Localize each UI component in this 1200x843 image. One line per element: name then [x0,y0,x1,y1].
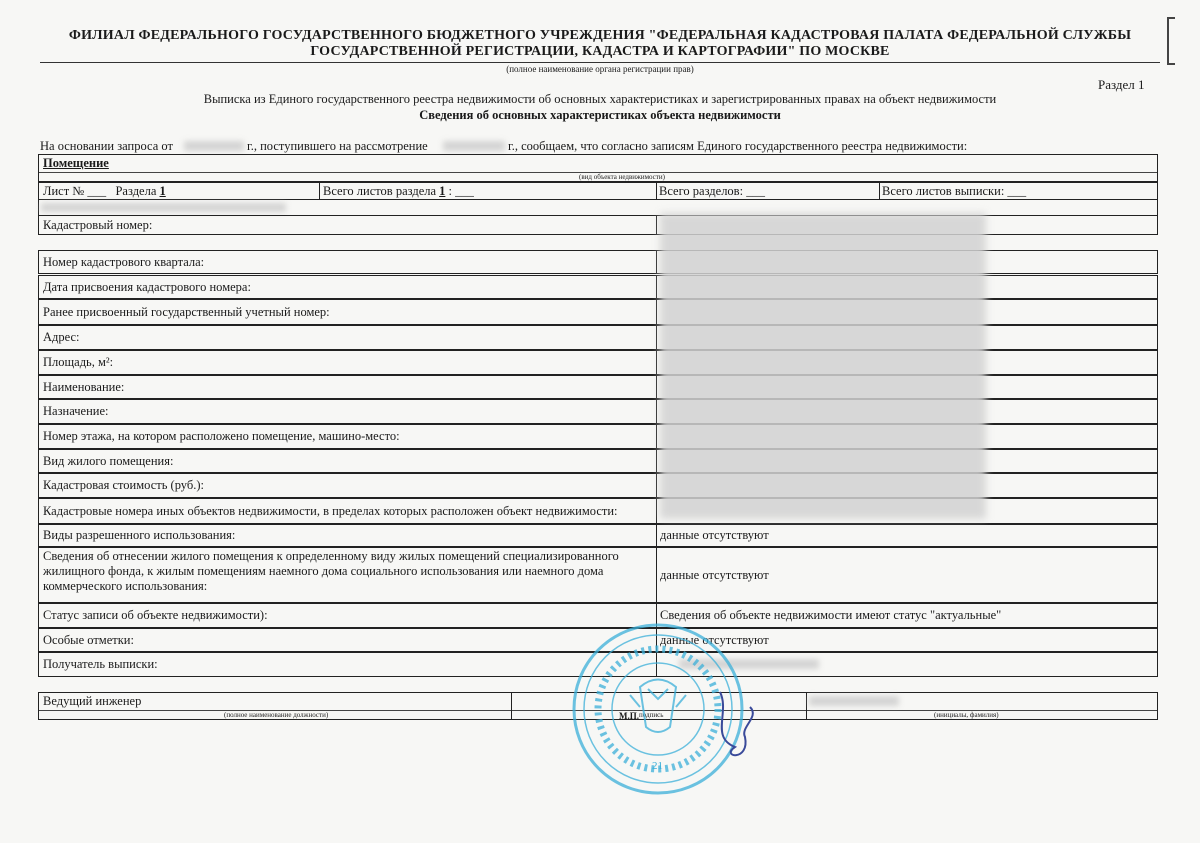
object-type-caption: (вид объекта недвижимости) [579,173,665,181]
sheet-number [43,184,166,199]
org-name-line1: ФИЛИАЛ ФЕДЕРАЛЬНОГО ГОСУДАРСТВЕННОГО БЮДЖЕТНОГО УЧРЕЖДЕНИЯ "ФЕДЕРАЛЬНАЯ КАДАСТРОВАЯ ПАЛАТА ФЕДЕРАЛЬНОЙ СЛУЖБЫ [68,28,1132,43]
total-sheets-number: 1 [439,184,446,198]
basis-part1: На основании запроса от [40,139,173,153]
characteristic-label: Номер этажа, на котором расположено помещение, машино-место: [43,429,400,443]
total-sections-label: Всего разделов: [659,184,744,198]
characteristic-label: Ранее присвоенный государственный учетный номер: [43,305,330,319]
document-title: Выписка из Единого государственного реестра недвижимости об основных характеристиках и зарегистрированных правах на объект недвижимости [203,92,997,106]
total-extract-label: Всего листов выписки: [882,184,1005,198]
characteristic-row [38,250,1158,274]
document-subtitle: Сведения об основных характеристиках объекта недвижимости [419,108,781,122]
column-divider [656,425,657,448]
characteristic-label: Виды разрешенного использования: [43,528,236,542]
column-divider [656,326,657,349]
corner-bracket-mark [1167,17,1175,65]
characteristic-value: данные отсутствуют [660,568,769,582]
total-extract-sheets [882,184,1026,199]
characteristic-label: Кадастровые номера иных объектов недвижимости, в пределах которых расположен объект недвижимости: [43,504,618,518]
characteristic-row [38,325,1158,350]
characteristic-row [38,399,1158,424]
total-sheets-label: Всего листов раздела [323,184,437,198]
column-divider [656,251,657,273]
characteristic-label: Адрес: [43,330,80,344]
org-name-caption: (полное наименование органа регистрации прав) [506,64,694,74]
column-divider [656,450,657,472]
sheet-info-row [38,182,1158,200]
cadastral-number-label: Кадастровый номер: [43,218,153,232]
total-sheets [323,184,474,199]
characteristic-label: Наименование: [43,380,125,394]
characteristic-label: Площадь, м²: [43,355,114,369]
total-sheets-colon: : [448,184,453,198]
basis-part2: г., поступившего на рассмотрение [247,139,428,153]
position-caption: (полное наименование должности) [224,711,329,719]
characteristic-label: Назначение: [43,404,109,418]
total-sheets-blank: ___ [455,184,474,198]
characteristic-row [38,498,1158,524]
characteristic-label: Получатель выписки: [43,657,158,671]
redacted-signer-name [809,696,899,706]
redacted-date-row [38,199,1158,216]
characteristic-value: Сведения об объекте недвижимости имеют статус "актуальные" [660,608,1002,622]
characteristic-row [38,375,1158,399]
characteristic-label: Номер кадастрового квартала: [43,255,205,269]
stamp-number: 21 [652,760,663,772]
characteristic-label: Кадастровая стоимость (руб.): [43,478,204,492]
characteristic-row [38,424,1158,449]
position-title: Ведущий инженер [43,694,142,708]
section-label: Раздел 1 [1098,77,1145,92]
header-rule [40,62,1160,63]
stamp-place: М.П. [619,711,639,721]
characteristic-label: Вид жилого помещения: [43,454,174,468]
redacted-values-column [660,213,986,519]
column-divider [656,548,657,602]
sign-caption: подпись [639,711,664,719]
column-divider [656,351,657,374]
sheet-blank: ___ [87,184,107,198]
column-divider [656,300,657,324]
object-type-row [38,154,1158,182]
name-caption: (инициалы, фамилия) [934,711,999,719]
characteristic-label: жилищного фонда, к жилым помещениям наемного дома социального использования или наемного дома [43,564,604,578]
column-divider [656,276,657,298]
section-number: 1 [159,184,166,198]
cadastral-number-row [38,215,1158,235]
characteristic-row [38,275,1158,299]
characteristic-label: Сведения об отнесении жилого помещения к определенному виду жилых помещений специализированного [43,549,619,563]
characteristic-row [38,473,1158,498]
column-divider [656,474,657,497]
total-extract-blank: ___ [1007,184,1027,198]
redacted-received-date [443,141,505,151]
object-type: Помещение [43,156,109,170]
characteristic-row [38,524,1158,547]
characteristic-label: коммерческого использования: [43,579,208,593]
total-sections-blank: ___ [746,184,765,198]
characteristic-value: данные отсутствуют [660,633,769,647]
characteristic-label: Дата присвоения кадастрового номера: [43,280,251,294]
characteristic-value: данные отсутствуют [660,528,769,542]
official-stamp [570,617,780,797]
characteristic-row [38,449,1158,473]
characteristic-row [38,350,1158,375]
column-divider [656,400,657,423]
signature-mark [720,692,753,755]
redacted-issue-date [41,203,286,212]
basis-part3: г., сообщаем, что согласно записям Единого государственного реестра недвижимости: [508,139,968,153]
column-divider [656,376,657,398]
characteristic-row [38,547,1158,603]
column-divider [656,525,657,546]
characteristic-row [38,299,1158,325]
characteristic-label: Особые отметки: [43,633,134,647]
total-sections [659,184,765,199]
sheet-label: Лист № [43,184,85,198]
characteristic-label: Статус записи об объекте недвижимости): [43,608,268,622]
basis-line [40,139,173,154]
redacted-request-date [184,141,244,151]
section-word: Раздела [115,184,157,198]
org-name-line2: ГОСУДАРСТВЕННОЙ РЕГИСТРАЦИИ, КАДАСТРА И КАРТОГРАФИИ" ПО МОСКВЕ [310,44,890,59]
column-divider [656,499,657,523]
